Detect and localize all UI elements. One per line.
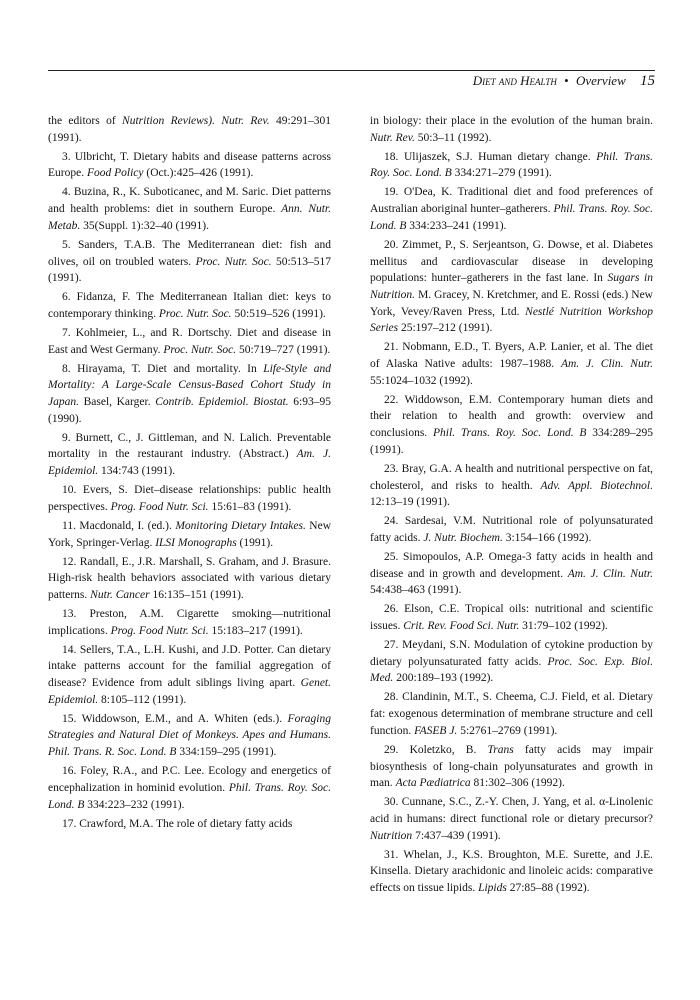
reference-number: 8. <box>62 362 71 375</box>
reference-text: 55:1024–1032 (1992). <box>370 374 473 387</box>
reference-source: Trans <box>487 743 514 756</box>
reference-number: 20. <box>384 238 399 251</box>
reference-entry <box>370 601 653 634</box>
reference-entry <box>48 642 331 709</box>
reference-entry <box>48 518 331 551</box>
reference-entry <box>370 461 653 511</box>
reference-entry <box>48 606 331 639</box>
reference-source: Nutrition Reviews). Nutr. Rev. <box>122 115 270 127</box>
reference-number: 18. <box>384 150 399 163</box>
reference-source: Contrib. Epidemiol. Biostat. <box>155 396 289 409</box>
reference-text: Clandinin, M.T., S. Cheema, C.J. Field, et al. Dietary fat: exogenous determination of membrane structure and cell function. <box>370 691 653 737</box>
reference-entry <box>48 149 331 182</box>
reference-source: Prog. Food Nutr. Sci. <box>110 624 209 637</box>
reference-source: Nutrition <box>370 829 413 842</box>
page-number: 15 <box>640 73 655 89</box>
reference-entry <box>370 392 653 459</box>
reference-number: 10. <box>62 484 77 497</box>
reference-source: Nutr. Rev. <box>370 131 415 144</box>
reference-number: 31. <box>384 848 399 861</box>
reference-text: 31:79–102 (1992). <box>519 620 608 633</box>
reference-source: J. Nutr. Biochem. <box>423 531 503 544</box>
reference-text: Simopoulos, A.P. Omega-3 fatty acids in health and disease and in growth and development. <box>370 550 653 580</box>
reference-text: Nobmann, E.D., T. Byers, A.P. Lanier, et al. The diet of Alaska Native adults: 1987–1988. <box>370 341 653 371</box>
reference-text: Ulijaszek, S.J. Human dietary change. <box>404 150 597 163</box>
header-title-part1: Diet and Health <box>472 73 557 88</box>
reference-number: 17. <box>62 817 77 830</box>
reference-entry <box>48 554 331 604</box>
reference-entry <box>370 742 653 792</box>
reference-text: in biology: their place in the evolution of the human brain. <box>370 115 653 127</box>
reference-text: (1991). <box>236 536 274 549</box>
reference-text: 15:61–83 (1991). <box>208 500 292 513</box>
header-rule <box>48 70 655 71</box>
reference-entry <box>48 325 331 358</box>
reference-number: 13. <box>62 607 77 620</box>
reference-number: 7. <box>62 326 71 339</box>
reference-text: 334:233–241 (1991). <box>406 219 507 232</box>
reference-text: 54:438–463 (1991). <box>370 584 462 597</box>
reference-entry <box>48 711 331 761</box>
reference-text: Hirayama, T. Diet and mortality. In <box>77 362 264 375</box>
reference-text: 8:105–112 (1991). <box>98 693 187 706</box>
reference-source: Proc. Nutr. Soc. <box>163 343 237 356</box>
reference-source: Life-Style and Mortality: A Large-Scale Census-Based Cohort Study in Japan. <box>48 362 332 409</box>
running-header <box>48 73 655 93</box>
reference-text: Macdonald, I. (ed.). <box>79 519 176 532</box>
reference-text: Foley, R.A., and P.C. Lee. Ecology and energetics of encephalization in hominid evolution. <box>48 765 332 794</box>
reference-text: Cunnane, S.C., Z.-Y. Chen, J. Yang, et al. α-Linolenic acid in humans: direct functional role or dietary precursor? <box>370 796 653 825</box>
reference-text: 334:223–232 (1991). <box>84 798 185 811</box>
reference-source: Am. J. Clin. Nutr. <box>567 567 654 580</box>
reference-number: 26. <box>384 603 399 616</box>
reference-number: 3. <box>62 150 71 163</box>
reference-number: 12. <box>62 555 77 568</box>
reference-text: Bray, G.A. A health and nutritional perspective on fat, cholesterol, and risks to health. <box>370 462 654 492</box>
reference-number: 23. <box>384 462 399 475</box>
reference-entry <box>370 149 653 182</box>
reference-number: 11. <box>62 519 76 532</box>
reference-entry <box>48 289 331 322</box>
reference-text: 5:2761–2769 (1991). <box>457 724 558 737</box>
reference-text: New York, Springer-Verlag. <box>48 519 332 549</box>
reference-text: M. Gracey, N. Kretchmer, and E. Rossi (eds.) New York, Vevey/Raven Press, Ltd. <box>370 288 653 318</box>
reference-number: 9. <box>62 431 71 444</box>
reference-source: Foraging Strategies and Natural Diet of Monkeys. Apes and Humans. Phil. Trans. R. Soc. Lond. B <box>48 712 331 759</box>
reference-source: Sugars in Nutrition. <box>370 272 653 301</box>
reference-entry <box>48 816 331 833</box>
reference-source: Phil. Trans. Roy. Soc. Lond. B <box>433 427 587 440</box>
reference-text: Sanders, T.A.B. The Mediterranean diet: fish and olives, oil on troubled waters. <box>48 238 331 268</box>
reference-text: the editors of <box>48 115 123 127</box>
reference-text: 50:519–526 (1991). <box>231 307 326 320</box>
reference-text: 200:189–193 (1992). <box>393 672 494 685</box>
reference-text: Preston, A.M. Cigarette smoking—nutritional implications. <box>48 607 331 637</box>
reference-text: Zimmet, P., S. Serjeantson, G. Dowse, et al. Diabetes mellitus and cardiovascular disease in developing populations: hunter–gatherers in the fast lane. In <box>370 238 654 285</box>
reference-source: Phil. Trans. Roy. Soc. Lond. B <box>370 150 653 180</box>
reference-number: 21. <box>384 341 399 354</box>
reference-source: Genet. Epidemiol. <box>48 677 331 706</box>
reference-text: Fidanza, F. The Mediterranean Italian diet: keys to contemporary thinking. <box>48 291 332 320</box>
reference-text: 334:289–295 (1991). <box>370 427 653 456</box>
reference-number: 4. <box>62 186 71 199</box>
reference-entry <box>370 549 653 599</box>
reference-text: 81:302–306 (1992). <box>470 777 565 790</box>
reference-number: 19. <box>384 186 399 199</box>
right-column <box>370 113 653 899</box>
reference-number: 27. <box>384 639 399 652</box>
reference-number: 16. <box>62 765 77 778</box>
reference-number: 30. <box>384 796 399 809</box>
reference-source: Proc. Soc. Exp. Biol. Med. <box>370 655 653 685</box>
reference-text: 27:85–88 (1992). <box>506 882 590 895</box>
reference-source: Am. J. Clin. Nutr. <box>560 358 653 371</box>
reference-entry <box>48 184 331 234</box>
reference-text: 49:291–301 (1991). <box>48 115 331 144</box>
reference-source: Ann. Nutr. Metab. <box>48 203 332 232</box>
reference-source: Acta Pædiatrica <box>395 777 471 790</box>
reference-text: Sellers, T.A., L.H. Kushi, and J.D. Potter. Can dietary intake patterns account for the familial aggregation of disease? Evidence from adult siblings living apart. <box>48 643 332 690</box>
reference-text: Basel, Karger. <box>78 396 156 409</box>
reference-text: Widdowson, E.M. Contemporary human diets and their relation to health and growth: overview and conclusions. <box>370 393 653 440</box>
reference-source: Nutr. Cancer <box>90 588 150 601</box>
reference-text: O'Dea, K. Traditional diet and food preferences of Australian aboriginal hunter–gatherers. <box>370 186 654 216</box>
reference-number: 5. <box>62 238 71 251</box>
reference-entry <box>370 113 653 146</box>
reference-entry <box>370 689 653 739</box>
reference-source: Food Policy <box>86 167 144 180</box>
reference-text: Crawford, M.A. The role of dietary fatty acids <box>79 817 293 830</box>
reference-text: 16:135–151 (1991). <box>149 588 244 601</box>
reference-text: 50:513–517 (1991). <box>48 255 331 285</box>
reference-source: Proc. Nutr. Soc. <box>158 307 232 320</box>
reference-source: ILSI Monographs <box>155 536 237 549</box>
reference-number: 28. <box>384 691 399 704</box>
reference-text: 7:437–439 (1991). <box>412 829 501 842</box>
reference-text: (Oct.):425–426 (1991). <box>143 167 254 180</box>
reference-entry <box>48 482 331 515</box>
reference-text: 50:719–727 (1991). <box>236 343 331 356</box>
reference-entry <box>48 361 331 428</box>
reference-text: Buzina, R., K. Suboticanec, and M. Saric. Diet patterns and health problems: diet in southern Europe. <box>48 186 331 216</box>
reference-entry <box>370 184 653 234</box>
reference-entry <box>370 847 653 897</box>
reference-entry <box>48 430 331 480</box>
reference-entry <box>370 339 653 389</box>
reference-text: Evers, S. Diet–disease relationships: public health perspectives. <box>48 484 331 513</box>
reference-source: FASEB J. <box>414 724 458 737</box>
reference-number: 15. <box>62 712 77 725</box>
reference-text: 35(Suppl. 1):32–40 (1991). <box>80 219 209 232</box>
reference-source: Adv. Appl. Biotechnol. <box>540 479 654 492</box>
reference-text: 334:271–279 (1991). <box>451 167 552 180</box>
reference-number: 29. <box>384 743 399 756</box>
reference-text: 334:159–295 (1991). <box>176 746 277 759</box>
reference-text: 50:3–11 (1992). <box>414 131 492 144</box>
reference-source: Nestlé Nutrition Workshop Series <box>370 305 653 335</box>
reference-text: Randall, E., J.R. Marshall, S. Graham, and J. Brasure. High-risk health behaviors associated with various dietary patterns. <box>48 555 331 601</box>
reference-text: 3:154–166 (1992). <box>502 531 592 544</box>
reference-text: 25:197–212 (1991). <box>398 322 493 335</box>
reference-text: fatty acids may impair biosynthesis of long-chain polyunsaturates and growth in man. <box>370 743 653 790</box>
reference-number: 25. <box>384 550 399 563</box>
reference-number: 22. <box>384 393 399 406</box>
reference-entry <box>48 237 331 287</box>
reference-text: 6:93–95 (1990). <box>48 396 331 425</box>
reference-entry <box>370 237 653 337</box>
reference-text: Meydani, S.N. Modulation of cytokine production by dietary polyunsaturated fatty acids. <box>370 639 653 668</box>
header-title-part2: Overview <box>575 73 626 88</box>
reference-text: Whelan, J., K.S. Broughton, M.E. Surette, and J.E. Kinsella. Dietary arachidonic and linoleic acids: comparative effects on tissue lipids. <box>370 848 653 895</box>
reference-source: Prog. Food Nutr. Sci. <box>110 500 209 513</box>
reference-text: Koletzko, B. <box>409 743 488 756</box>
reference-text: Widdowson, E.M., and A. Whiten (eds.). <box>81 712 288 725</box>
reference-text: Burnett, C., J. Gittleman, and N. Lalich. Preventable mortality in the restaurant industry. (Abstract.) <box>48 431 332 461</box>
reference-text: Ulbricht, T. Dietary habits and disease patterns across Europe. <box>48 150 332 180</box>
reference-source: Am. J. Epidemiol. <box>48 448 331 478</box>
reference-text: 15:183–217 (1991). <box>208 624 303 637</box>
reference-source: Crit. Rev. Food Sci. Nutr. <box>403 620 520 633</box>
reference-source: Phil. Trans. Roy. Soc. Lond. B <box>370 203 653 232</box>
reference-source: Proc. Nutr. Soc. <box>195 255 272 268</box>
reference-entry <box>370 637 653 687</box>
reference-source: Phil. Trans. Roy. Soc. Lond. B <box>48 781 331 811</box>
reference-entry <box>48 113 331 146</box>
reference-source: Lipids <box>478 882 507 895</box>
reference-text: Kohlmeier, L., and R. Dortschy. Diet and disease in East and West Germany. <box>48 326 332 356</box>
reference-text: Elson, C.E. Tropical oils: nutritional and scientific issues. <box>370 603 654 633</box>
reference-entry <box>370 513 653 546</box>
reference-number: 6. <box>62 291 71 304</box>
reference-number: 24. <box>384 515 399 528</box>
reference-source: Monitoring Dietary Intakes. <box>175 519 306 532</box>
reference-entry <box>370 794 653 844</box>
reference-entry <box>48 763 331 813</box>
reference-text: 134:743 (1991). <box>98 465 176 478</box>
reference-number: 14. <box>62 643 77 656</box>
left-column <box>48 113 331 835</box>
header-separator: • <box>564 73 569 88</box>
reference-text: 12:13–19 (1991). <box>370 496 450 509</box>
reference-text: Sardesai, V.M. Nutritional role of polyunsaturated fatty acids. <box>370 515 653 544</box>
